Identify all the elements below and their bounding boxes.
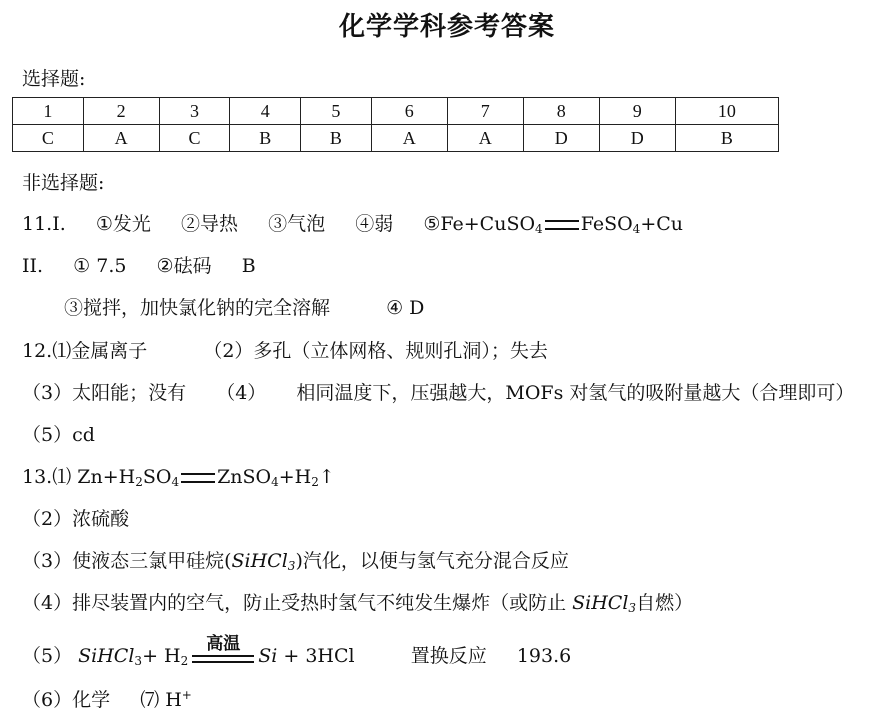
q13-part5 xyxy=(22,634,572,668)
non-choice-section-heading: 非选择题: xyxy=(22,172,105,194)
question-number: 3 xyxy=(159,98,230,125)
answer-cell: A xyxy=(447,125,523,152)
q12-part4: 相同温度下，压强越大，MOFs 对氢气的吸附量越大（合理即可） xyxy=(296,382,855,404)
q13-part5-value: 193.6 xyxy=(516,645,572,667)
q13-part1-label: ⑴ xyxy=(52,466,72,488)
question-number: 6 xyxy=(371,98,447,125)
q12-line2 xyxy=(22,378,854,405)
q13-part1-equation: $Zn+H_2SO_4$ $ZnSO_4+H_2↑$ xyxy=(77,466,335,489)
q12-part2: （2）多孔（立体网格、规则孔洞）；失去 xyxy=(203,340,548,362)
q11-ii-answer-5: ④ D xyxy=(386,297,425,319)
question-number: 5 xyxy=(301,98,372,125)
q11-part1-line xyxy=(22,209,683,236)
question-number: 10 xyxy=(675,98,778,125)
q12-part4-label: （4） xyxy=(216,382,267,404)
answer-cell: D xyxy=(523,125,599,152)
answer-cell: B xyxy=(230,125,301,152)
q13-part5-equation: SiHCl$_3$+ $H_2$ 高温 Si + 3HCl xyxy=(78,634,355,668)
question-number: 4 xyxy=(230,98,301,125)
answer-cell: B xyxy=(301,125,372,152)
q11-answer-1: ①发光 xyxy=(95,213,151,235)
q13-line6 xyxy=(22,685,192,712)
answer-cell: A xyxy=(83,125,159,152)
q11-ii-answer-4: ③搅拌，加快氯化钠的完全溶解 xyxy=(64,297,331,319)
q13-part2: （2）浓硫酸 xyxy=(22,508,130,530)
answer-cell: A xyxy=(371,125,447,152)
page-title: 化学学科参考答案 xyxy=(338,12,555,42)
question-number: 1 xyxy=(13,98,84,125)
q12-part1: ⑴金属离子 xyxy=(52,340,148,362)
q11-answer-5-equation: ⑤Fe+CuSO$_4$ FeSO$_4$+Cu xyxy=(423,213,684,236)
answer-table-number-row xyxy=(13,98,779,125)
answer-cell: C xyxy=(13,125,84,152)
q11-ii-answer-1: ① 7.5 xyxy=(73,255,127,277)
q11-ii-answer-2: ②砝码 xyxy=(156,255,212,277)
equals-sign-icon xyxy=(181,473,215,483)
answer-cell: C xyxy=(159,125,230,152)
question-number: 8 xyxy=(523,98,599,125)
q11-answer-4: ④弱 xyxy=(355,213,394,235)
choice-section-heading: 选择题: xyxy=(22,68,86,90)
question-number: 7 xyxy=(447,98,523,125)
answer-cell: D xyxy=(599,125,675,152)
q12-line1 xyxy=(22,336,548,363)
q13-part4: （4）排尽装置内的空气，防止受热时氢气不纯发生爆炸（或防止 SiHCl$_3$自燃） xyxy=(22,592,694,615)
question-number: 2 xyxy=(83,98,159,125)
q11-prefix: 11.I. xyxy=(22,213,66,235)
q13-part7: ⑺ H+ xyxy=(140,688,192,711)
equals-sign-icon xyxy=(545,220,579,230)
q11-ii-answer-3: B xyxy=(241,255,256,277)
answer-table-answer-row xyxy=(13,125,779,152)
q13-part5-reaction-type: 置换反应 xyxy=(410,645,487,667)
question-number: 9 xyxy=(599,98,675,125)
q13-part5-label: （5） xyxy=(22,645,73,667)
q12-part3: （3）太阳能；没有 xyxy=(22,382,187,404)
q13-part3: （3）使液态三氯甲硅烷(SiHCl$_3$)汽化，以便与氢气充分混合反应 xyxy=(22,550,569,573)
equals-sign-icon xyxy=(192,655,254,663)
q11-ii-prefix: II. xyxy=(22,255,44,277)
q11-part2-line2 xyxy=(64,293,424,320)
q12-part5: （5）cd xyxy=(22,424,95,446)
q11-part2-line xyxy=(22,251,256,278)
q13-prefix: 13. xyxy=(22,466,53,488)
reaction-condition: 高温 xyxy=(192,647,254,667)
q12-prefix: 12. xyxy=(22,340,53,362)
q11-answer-2: ②导热 xyxy=(181,213,239,235)
answer-cell: B xyxy=(675,125,778,152)
q13-part6: （6）化学 xyxy=(22,689,111,711)
q11-answer-3: ③气泡 xyxy=(268,213,326,235)
q13-line1 xyxy=(22,462,335,489)
answer-table xyxy=(12,97,779,152)
